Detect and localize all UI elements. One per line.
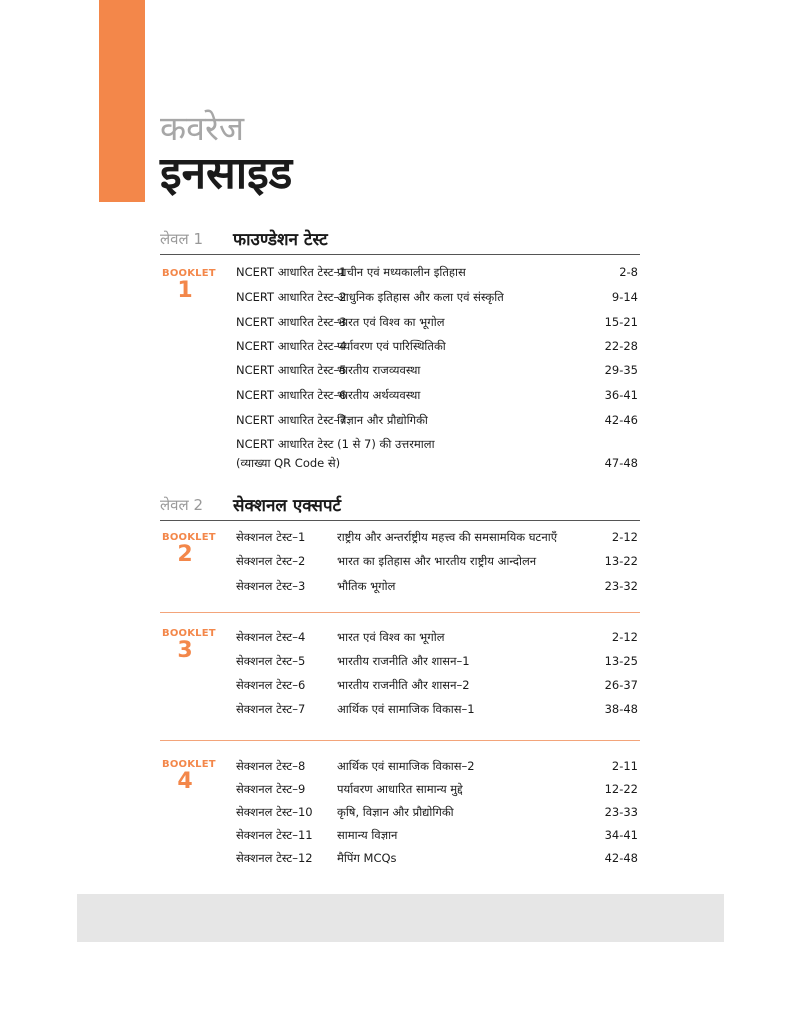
page-range: 2-12 — [611, 630, 638, 644]
booklet-number: 4 — [177, 769, 193, 794]
test-name: सेक्शनल टेस्ट–4 — [236, 630, 306, 644]
subject-name: भारतीय राजनीति और शासन–1 — [337, 654, 470, 668]
level-title: फाउण्डेशन टेस्ट — [233, 230, 328, 250]
test-name: NCERT आधारित टेस्ट–4 — [236, 339, 347, 353]
booklet-number: 2 — [177, 542, 193, 567]
level-2-heading — [160, 494, 640, 521]
page-range: 13-25 — [604, 654, 638, 668]
page-range: 12-22 — [604, 782, 638, 796]
booklet-4-marker — [162, 759, 216, 794]
contents-row — [236, 630, 638, 648]
contents-row — [236, 413, 638, 431]
test-name: सेक्शनल टेस्ट–2 — [236, 554, 306, 568]
booklet-2-marker — [162, 532, 216, 567]
contents-row — [236, 339, 638, 357]
contents-row — [236, 363, 638, 381]
test-name: सेक्शनल टेस्ट–12 — [236, 851, 313, 865]
subject-name: विज्ञान और प्रौद्योगिकी — [337, 413, 428, 427]
footer-band — [77, 894, 724, 942]
test-name: सेक्शनल टेस्ट–11 — [236, 828, 313, 842]
level-label: लेवल 2 — [160, 496, 203, 514]
subject-name: राष्ट्रीय और अन्तर्राष्ट्रीय महत्त्व की समसामयिक घटनाएँ — [337, 530, 558, 544]
test-name: सेक्शनल टेस्ट–5 — [236, 654, 306, 668]
page-range: 47-48 — [604, 456, 638, 470]
test-name: सेक्शनल टेस्ट–1 — [236, 530, 306, 544]
subject-name: मैपिंग MCQs — [337, 851, 397, 865]
subject-name: कृषि, विज्ञान और प्रौद्योगिकी — [337, 805, 454, 819]
page-range: 2-12 — [611, 530, 638, 544]
subject-name: भारत एवं विश्व का भूगोल — [337, 630, 445, 644]
level-title: सेक्शनल एक्सपर्ट — [233, 496, 342, 516]
contents-row — [236, 579, 638, 597]
level-1-heading — [160, 228, 640, 255]
subject-name: भारत का इतिहास और भारतीय राष्ट्रीय आन्दोलन — [337, 554, 537, 568]
booklet-1-marker — [162, 268, 216, 303]
subject-name: आर्थिक एवं सामाजिक विकास–1 — [337, 702, 475, 716]
page-range: 23-32 — [604, 579, 638, 593]
subject-name: भारतीय राजनीति और शासन–2 — [337, 678, 470, 692]
contents-row — [236, 851, 638, 869]
contents-row — [236, 782, 638, 800]
booklet-word: BOOKLET — [162, 268, 216, 279]
page-range: 9-14 — [611, 290, 638, 304]
page-range: 13-22 — [604, 554, 638, 568]
contents-row — [236, 388, 638, 406]
contents-row — [236, 265, 638, 283]
booklet-3-marker — [162, 628, 216, 663]
page-range: 38-48 — [604, 702, 638, 716]
booklet-word: BOOKLET — [162, 759, 216, 770]
booklet-number: 1 — [177, 278, 193, 303]
level-label: लेवल 1 — [160, 230, 203, 248]
subject-name: भारतीय अर्थव्यवस्था — [337, 388, 421, 402]
page-range: 2-8 — [619, 265, 638, 279]
contents-row — [236, 654, 638, 672]
test-name: NCERT आधारित टेस्ट–7 — [236, 413, 347, 427]
subject-name: पर्यावरण एवं पारिस्थितिकी — [337, 339, 446, 353]
test-name: सेक्शनल टेस्ट–6 — [236, 678, 306, 692]
subject-name: आधुनिक इतिहास और कला एवं संस्कृति — [337, 290, 504, 304]
subject-name: सामान्य विज्ञान — [337, 828, 398, 842]
contents-row — [236, 290, 638, 308]
page-range: 42-46 — [604, 413, 638, 427]
contents-row — [236, 530, 638, 548]
page-range: 22-28 — [604, 339, 638, 353]
test-name: NCERT आधारित टेस्ट–2 — [236, 290, 347, 304]
test-name: सेक्शनल टेस्ट–7 — [236, 702, 306, 716]
test-name: सेक्शनल टेस्ट–10 — [236, 805, 313, 819]
booklet-number: 3 — [177, 638, 193, 663]
page-range: 26-37 — [604, 678, 638, 692]
page-range: 42-48 — [604, 851, 638, 865]
contents-row — [236, 315, 638, 333]
subject-name: भौतिक भूगोल — [337, 579, 396, 593]
contents-row — [236, 702, 638, 720]
contents-row — [236, 805, 638, 823]
contents-row — [236, 678, 638, 696]
booklet-word: BOOKLET — [162, 628, 216, 639]
booklet-divider — [160, 740, 640, 741]
test-name: सेक्शनल टेस्ट–8 — [236, 759, 306, 773]
page-range: 23-33 — [604, 805, 638, 819]
subject-name: आर्थिक एवं सामाजिक विकास–2 — [337, 759, 475, 773]
contents-row — [236, 759, 638, 777]
page-range: 36-41 — [604, 388, 638, 402]
test-name: सेक्शनल टेस्ट–3 — [236, 579, 306, 593]
subject-name: पर्यावरण आधारित सामान्य मुद्दे — [337, 782, 463, 796]
test-name: NCERT आधारित टेस्ट–5 — [236, 363, 347, 377]
subject-name: भारतीय राजव्यवस्था — [337, 363, 421, 377]
title-line-2: इनसाइड — [160, 148, 293, 199]
booklet-word: BOOKLET — [162, 532, 216, 543]
page-range: 29-35 — [604, 363, 638, 377]
accent-bar — [99, 0, 145, 202]
page-range: 15-21 — [604, 315, 638, 329]
test-name: NCERT आधारित टेस्ट (1 से 7) की उत्तरमाला — [236, 437, 435, 451]
test-name: सेक्शनल टेस्ट–9 — [236, 782, 306, 796]
test-name: NCERT आधारित टेस्ट–1 — [236, 265, 347, 279]
contents-row — [236, 437, 638, 475]
contents-row — [236, 554, 638, 572]
test-name-line-2: (व्याख्या QR Code से) — [236, 456, 341, 470]
page-range: 2-11 — [611, 759, 638, 773]
subject-name: प्राचीन एवं मध्यकालीन इतिहास — [337, 265, 466, 279]
subject-name: भारत एवं विश्व का भूगोल — [337, 315, 445, 329]
page-range: 34-41 — [604, 828, 638, 842]
booklet-divider — [160, 612, 640, 613]
title-line-1: कवरेज — [160, 109, 245, 149]
test-name: NCERT आधारित टेस्ट–6 — [236, 388, 347, 402]
test-name: NCERT आधारित टेस्ट–3 — [236, 315, 347, 329]
contents-row — [236, 828, 638, 846]
